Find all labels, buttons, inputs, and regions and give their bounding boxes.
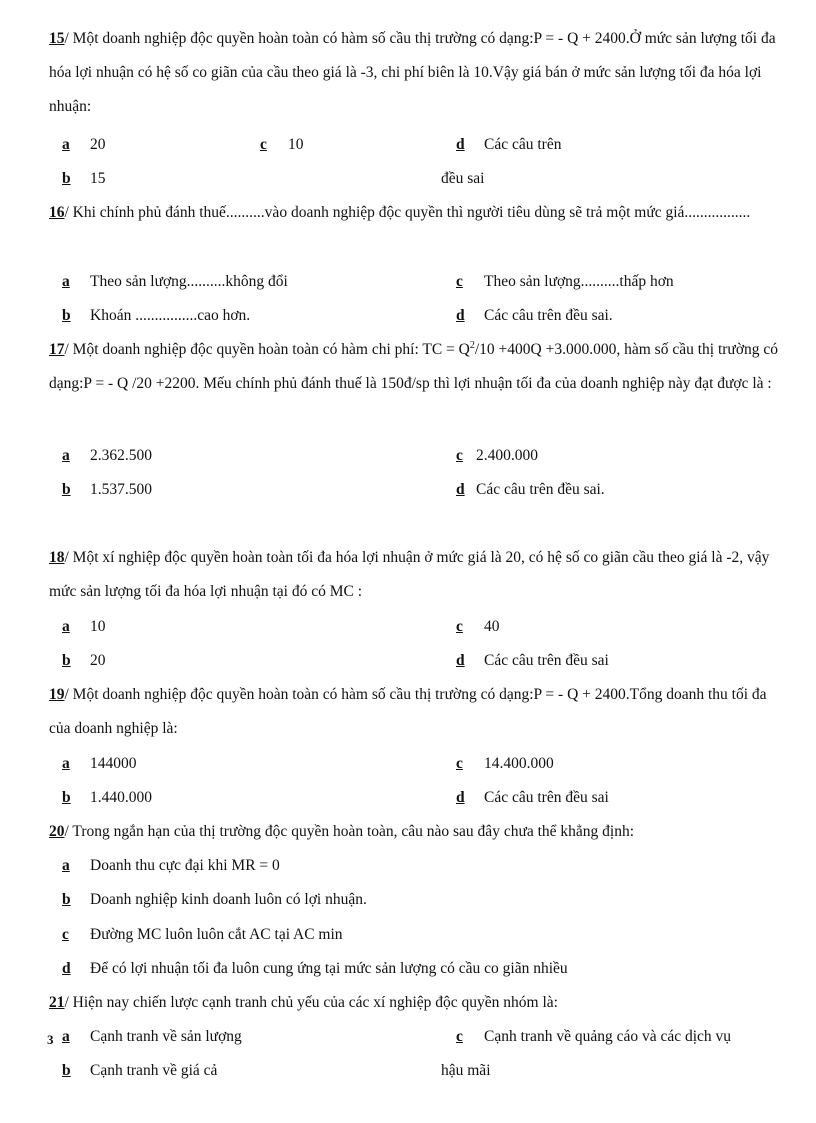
question-number: 17: [49, 341, 65, 358]
option-b: b Doanh nghiệp kinh doanh luôn có lợi nhuận.: [62, 891, 367, 908]
option-c: c Theo sản lượng..........thấp hơn: [456, 273, 674, 290]
question-number: 21: [49, 994, 65, 1011]
option-c: c Cạnh tranh về quảng cáo và các dịch vụ: [456, 1028, 732, 1045]
page-number: 3: [47, 1032, 54, 1047]
option-b: b 1.537.500: [62, 481, 152, 498]
question-20: [49, 815, 791, 849]
option-d: d Các câu trên đều sai: [456, 652, 609, 669]
option-d-continued: đều sai: [441, 170, 485, 187]
question-text-continued: /10 +400Q +3.000.000, hàm số cầu thị trường có dạng:P = - Q /20 +2200. Mếu chính phủ đánh thuế là 150đ/sp thì lợi nhuận tối đa của doanh nghiệp này đạt được là :: [49, 341, 779, 392]
question-text: / Một doanh nghiệp độc quyền hoàn toàn có hàm chi phí: TC = Q: [64, 341, 470, 358]
question-number: 20: [49, 823, 65, 840]
question-text: / Một doanh nghiệp độc quyền hoàn toàn có hàm số cầu thị trường có dạng:P = - Q + 2400.Tổng doanh thu tối đa của doanh nghiệp là:: [49, 686, 767, 737]
option-a: a Theo sản lượng..........không đổi: [62, 273, 288, 290]
option-b: b 15: [62, 170, 106, 187]
option-a: a Doanh thu cực đại khi MR = 0: [62, 857, 280, 874]
superscript: 2: [469, 339, 475, 351]
option-a: a 2.362.500: [62, 447, 152, 464]
option-a: a 20: [62, 136, 106, 153]
option-c-continued: hậu mãi: [441, 1062, 491, 1079]
option-d: d Các câu trên đều sai.: [456, 307, 613, 324]
question-number: 19: [49, 686, 65, 703]
question-21: [49, 986, 791, 1020]
question-text: / Một xí nghiệp độc quyền hoàn toàn tối đa hóa lợi nhuận ở mức giá là 20, có hệ số co giãn cầu theo giá là -2, vậy mức sản lượng tối đa hóa lợi nhuận tại đó có MC :: [49, 549, 770, 600]
question-text: / Khi chính phủ đánh thuế..........vào doanh nghiệp độc quyền thì người tiêu dùng sẽ trả một mức giá.................: [64, 204, 751, 221]
option-d: d Để có lợi nhuận tối đa luôn cung ứng tại mức sản lượng có cầu co giãn nhiều: [62, 960, 568, 977]
option-d: d Các câu trên đều sai.: [456, 481, 605, 498]
option-c: c 2.400.000: [456, 447, 538, 464]
option-b: b 20: [62, 652, 106, 669]
question-number: 18: [49, 549, 65, 566]
option-b: b 1.440.000: [62, 789, 152, 806]
option-d: d Các câu trên: [456, 136, 562, 153]
option-c: c Đường MC luôn luôn cắt AC tại AC min: [62, 926, 343, 943]
question-number: 16: [49, 204, 65, 221]
option-c: c 14.400.000: [456, 755, 554, 772]
question-16: [49, 196, 791, 230]
option-c: c 40: [456, 618, 500, 635]
option-c: c 10: [260, 136, 304, 153]
question-text: / Hiện nay chiến lược cạnh tranh chủ yếu của các xí nghiệp độc quyền nhóm là:: [64, 994, 558, 1011]
question-18: [49, 541, 791, 609]
question-text: / Trong ngắn hạn của thị trường độc quyền hoàn toàn, câu nào sau đây chưa thể khẳng định:: [64, 823, 635, 840]
option-a: a 10: [62, 618, 106, 635]
option-a: a 144000: [62, 755, 137, 772]
question-17: [49, 333, 791, 401]
option-b: b Cạnh tranh về giá cả: [62, 1062, 218, 1079]
question-15: [49, 22, 791, 124]
question-number: 15: [49, 30, 65, 47]
question-text: / Một doanh nghiệp độc quyền hoàn toàn có hàm số cầu thị trường có dạng:P = - Q + 2400.Ở mức sản lượng tối đa hóa lợi nhuận có hệ số co giãn của cầu theo giá là -3, chi phí biên là 10.Vậy giá bán ở mức sản lượng tối đa hóa lợi nhuận:: [49, 30, 776, 115]
option-a: a Cạnh tranh về sản lượng: [62, 1028, 242, 1045]
option-d: d Các câu trên đều sai: [456, 789, 609, 806]
option-b: b Khoán ................cao hơn.: [62, 307, 251, 324]
question-19: [49, 678, 791, 746]
